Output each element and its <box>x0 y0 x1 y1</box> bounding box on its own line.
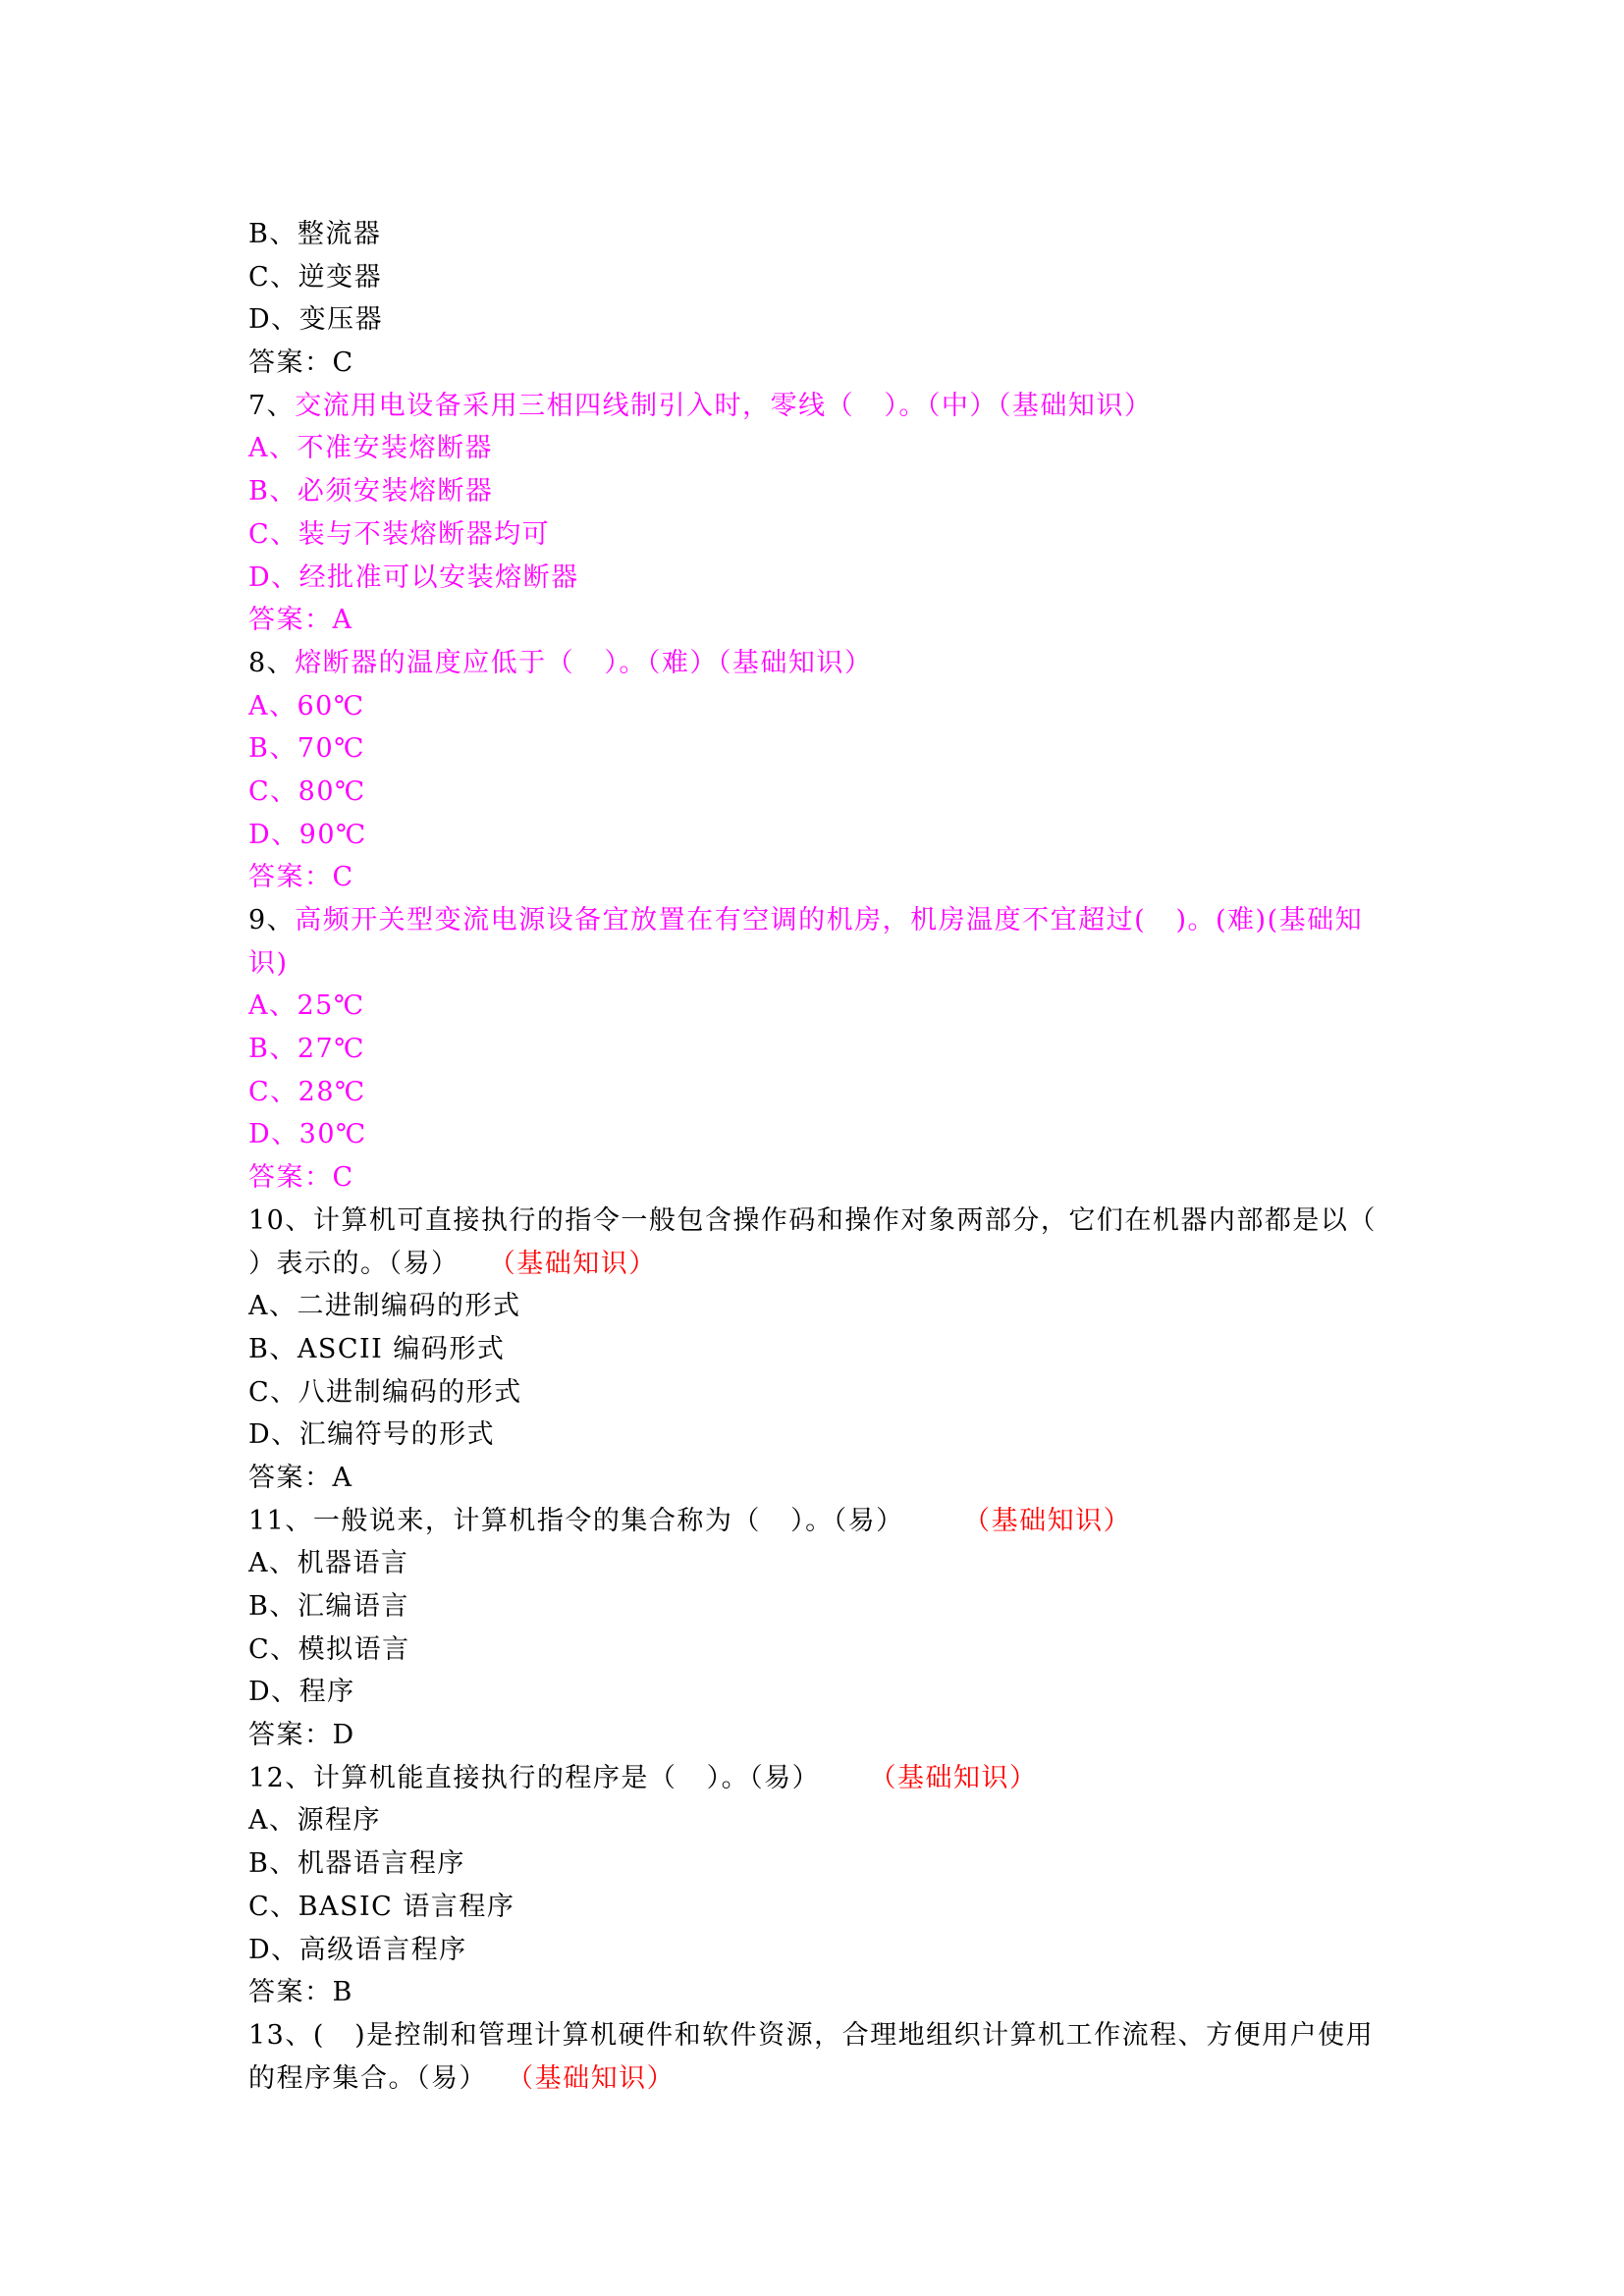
text-segment: A、机器语言 <box>248 1548 409 1579</box>
text-segment: C、28℃ <box>248 1076 366 1107</box>
answer-line <box>248 342 1407 385</box>
option-line <box>248 1671 1407 1714</box>
answer-line <box>248 1457 1407 1500</box>
text-segment: A、不准安装熔断器 <box>248 433 493 464</box>
text-segment: D、经批准可以安装熔断器 <box>248 561 579 593</box>
text-segment: 7、 <box>248 390 296 421</box>
option-line <box>248 771 1407 814</box>
text-segment: A、25℃ <box>248 990 365 1022</box>
text-segment: 8、 <box>248 647 296 678</box>
text-segment: A、源程序 <box>248 1805 381 1837</box>
category-tag: （基础知识） <box>507 2062 676 2094</box>
text-segment: B、整流器 <box>248 219 382 249</box>
answer-line <box>248 1971 1407 2014</box>
option-line <box>248 1371 1407 1415</box>
option-line <box>248 1113 1407 1156</box>
text-segment: B、汇编语言 <box>248 1591 409 1622</box>
question-line <box>248 2014 1407 2057</box>
option-line <box>248 1929 1407 1972</box>
option-line <box>248 1799 1407 1842</box>
text-segment: 答案：D <box>248 1720 355 1751</box>
option-line <box>248 427 1407 470</box>
text-segment: 答案：A <box>248 605 353 636</box>
text-segment: B、70℃ <box>248 733 365 765</box>
text-segment: D、变压器 <box>248 304 384 336</box>
document-page <box>248 213 1407 2100</box>
text-segment: B、27℃ <box>248 1034 365 1065</box>
answer-line <box>248 856 1407 899</box>
text-segment: 13、( )是控制和管理计算机硬件和软件资源，合理地组织计算机工作流程、方便用户使用 <box>248 2019 1375 2051</box>
option-line <box>248 298 1407 342</box>
option-line <box>248 685 1407 728</box>
text-segment: 10、计算机可直接执行的指令一般包含操作码和操作对象两部分，它们在机器内部都是以（ <box>248 1204 1377 1236</box>
question-cont-line <box>248 2057 1407 2101</box>
question-cont-line <box>248 1243 1407 1286</box>
category-tag: （基础知识） <box>488 1248 657 1279</box>
text-segment: 答案：C <box>248 347 354 379</box>
text-segment: 12、计算机能直接执行的程序是（ ）。（易） <box>248 1762 870 1793</box>
answer-line <box>248 1714 1407 1757</box>
option-line <box>248 1585 1407 1629</box>
option-line <box>248 1886 1407 1929</box>
text-segment: 答案：C <box>248 862 354 893</box>
question-line <box>248 642 1407 685</box>
option-line <box>248 513 1407 557</box>
text-segment: B、ASCII 编码形式 <box>248 1333 506 1364</box>
option-line <box>248 256 1407 299</box>
text-segment: A、二进制编码的形式 <box>248 1291 521 1322</box>
category-tag: （基础知识） <box>869 1762 1038 1793</box>
option-line <box>248 470 1407 513</box>
text-segment: ）表示的。（易） <box>248 1248 489 1279</box>
option-line <box>248 1071 1407 1114</box>
text-segment: D、程序 <box>248 1677 355 1708</box>
text-segment: 高频开关型变流电源设备宜放置在有空调的机房，机房温度不宜超过( )。(难)(基础知 <box>295 905 1364 935</box>
text-segment: 11、一般说来，计算机指令的集合称为（ ）。（易） <box>248 1505 964 1536</box>
option-line <box>248 1328 1407 1371</box>
text-segment: D、高级语言程序 <box>248 1934 467 1965</box>
question-line <box>248 1200 1407 1243</box>
text-segment: 交流用电设备采用三相四线制引入时，零线（ ）。（中）（基础知识） <box>295 390 1153 421</box>
option-line <box>248 814 1407 857</box>
category-tag: （基础知识） <box>963 1505 1132 1536</box>
option-line <box>248 1414 1407 1457</box>
text-segment: C、装与不装熔断器均可 <box>248 518 551 550</box>
text-segment: 的程序集合。（易） <box>248 2062 508 2094</box>
option-line <box>248 985 1407 1028</box>
answer-line <box>248 599 1407 642</box>
text-segment: C、逆变器 <box>248 261 383 293</box>
text-segment: C、模拟语言 <box>248 1633 410 1665</box>
answer-line <box>248 1156 1407 1200</box>
text-segment: B、必须安装熔断器 <box>248 476 494 507</box>
text-segment: 识) <box>248 947 289 979</box>
text-segment: 熔断器的温度应低于（ ）。（难）（基础知识） <box>295 647 873 678</box>
text-segment: D、30℃ <box>248 1119 367 1150</box>
text-segment: 答案：B <box>248 1977 353 2008</box>
text-segment: C、80℃ <box>248 775 366 807</box>
text-segment: B、机器语言程序 <box>248 1848 465 1880</box>
question-cont-line <box>248 942 1407 986</box>
option-line <box>248 1629 1407 1672</box>
option-line <box>248 1028 1407 1071</box>
text-segment: C、BASIC 语言程序 <box>248 1891 515 1922</box>
text-segment: 答案：A <box>248 1462 353 1493</box>
text-segment: D、90℃ <box>248 819 367 850</box>
text-segment: C、八进制编码的形式 <box>248 1376 522 1408</box>
text-segment: D、汇编符号的形式 <box>248 1419 496 1451</box>
question-line <box>248 899 1407 942</box>
option-line <box>248 1542 1407 1585</box>
question-line <box>248 1500 1407 1543</box>
option-line <box>248 213 1407 256</box>
text-segment: A、60℃ <box>248 690 365 721</box>
text-segment: 9、 <box>248 905 296 935</box>
option-line <box>248 727 1407 771</box>
question-line <box>248 1757 1407 1800</box>
question-line <box>248 385 1407 428</box>
option-line <box>248 1842 1407 1886</box>
text-segment: 答案：C <box>248 1162 354 1194</box>
option-line <box>248 557 1407 600</box>
option-line <box>248 1285 1407 1328</box>
